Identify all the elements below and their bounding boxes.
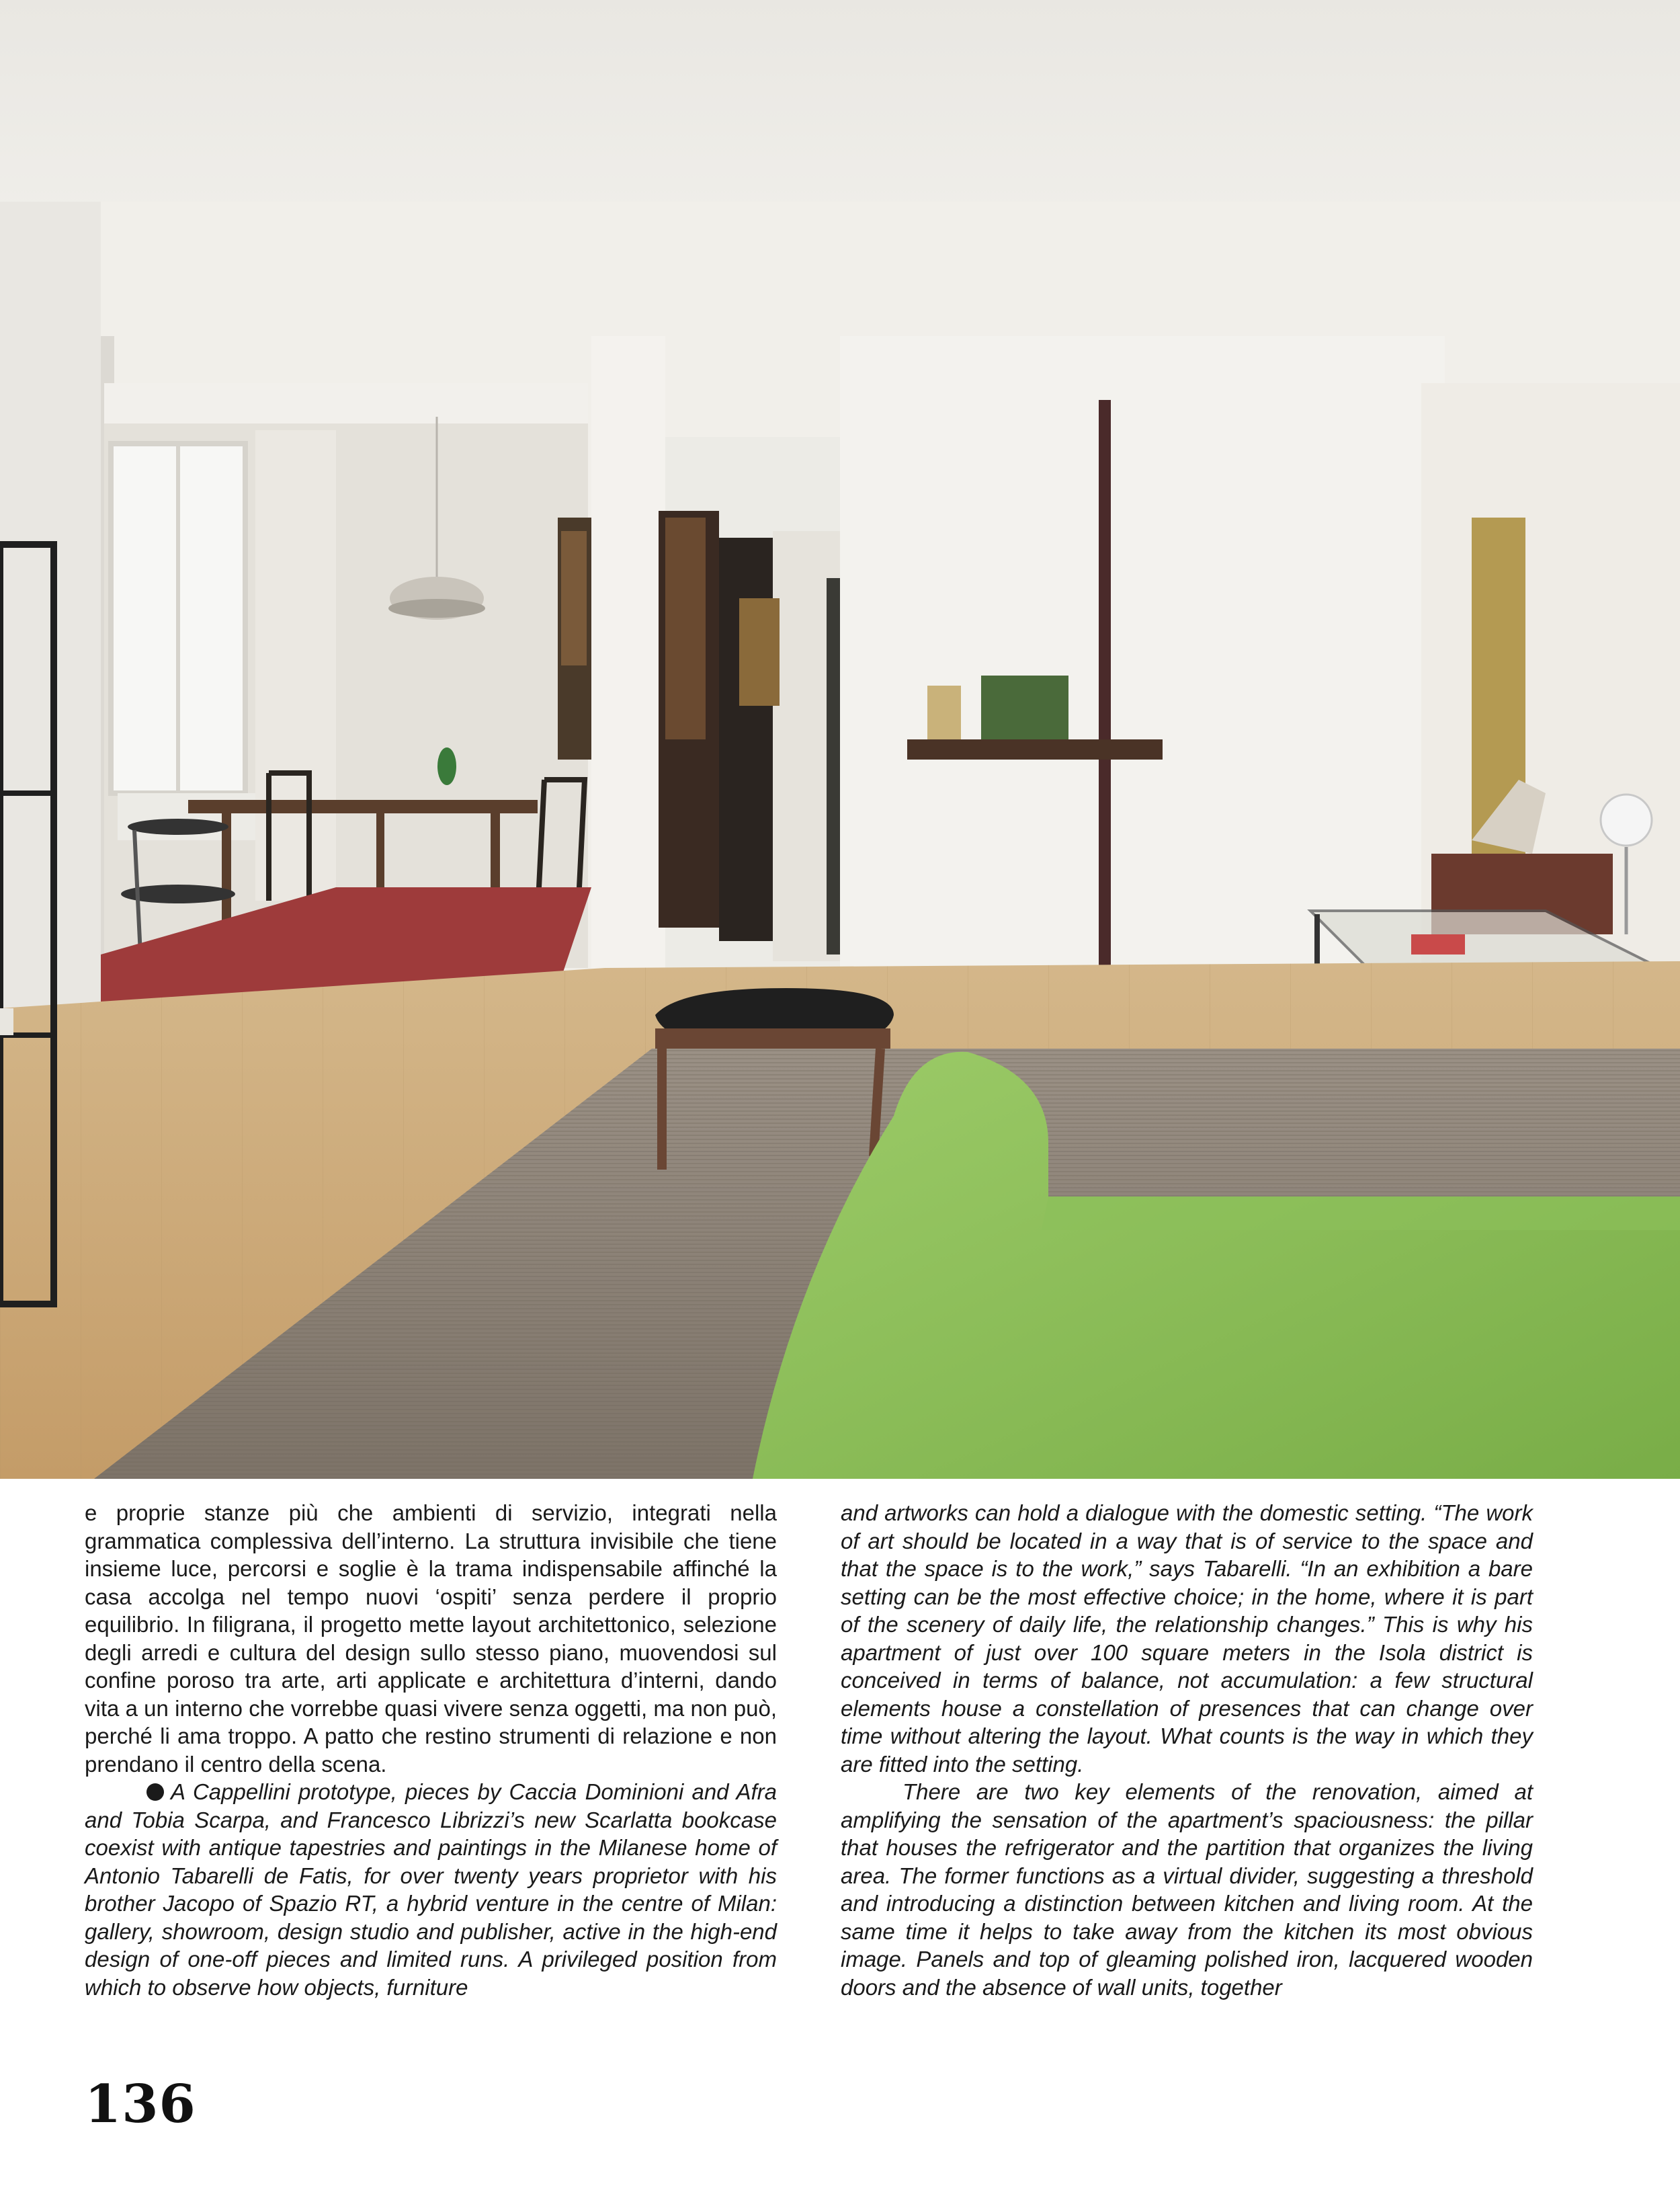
left-paragraph-english-text: A Cappellini prototype, pieces by Caccia Dominioni and Afra and Tobia Scarpa, and Francesco Librizzi’s new Scarlatta bookcase coexist with antique tapestries and paintings in the Milanese home of Antonio Tabarelli de Fatis, for over twenty years proprietor with his brother Jacopo of Spazio RT, a hybrid venture in the centre of Milan: gallery, showroom, design studio and publisher, active in the high-end design of one-off pieces and limited runs. A privileged position from which to observe how objects, furniture (85, 1779, 777, 2000)
article-right-column (841, 1499, 1533, 2001)
page-number: 136 (85, 2074, 196, 2135)
left-paragraph-english (85, 1778, 777, 2001)
right-paragraph-2: There are two key elements of the renovation, aimed at amplifying the sensation of the apartment’s spaciousness: the pillar that houses the refrigerator and the partition that organizes the living area. The former functions as a virtual divider, suggesting a threshold and introducing a distinction between kitchen and living room. At the same time it helps to take away from the kitchen its most obvious image. Panels and top of gleaming polished iron, lacquered wooden doors and the absence of wall units, together (841, 1779, 1533, 2000)
right-paragraph-1: and artworks can hold a dialogue with the domestic setting. “The work of art should be located in a way that is of service to the space and that the space is to the work,” says Tabarelli. “In an exhibition a bare setting can be the most effective choice; in the home, where it is part of the scenery of daily life, the relationship changes.” This is why his apartment of just over 100 square meters in the Isola district is conceived in terms of balance, not accumulation: a few structural elements house a constellation of presences that can change over time without altering the layout. What counts is the way in which they are fitted into the setting. (841, 1500, 1533, 1777)
bullet-icon (146, 1783, 164, 1801)
left-paragraph-italian: e proprie stanze più che ambienti di servizio, integrati nella grammatica complessiva dell’interno. La struttura invisibile che tiene insieme luce, percorsi e soglie è la trama indispensabile affinché la casa accolga nel tempo nuovi ‘ospiti’ senza perdere il proprio equilibrio. In filigrana, il progetto mette layout architettonico, selezione degli arredi e cultura del design sullo stesso piano, muovendosi sul confine poroso tra arte, arti applicate e architettura d’interni, dando vita a un interno che vorrebbe quasi vivere senza oggetti, ma non può, perché li ama troppo. A patto che restino strumenti di relazione e non prendano il centro della scena. (85, 1500, 777, 1777)
article-left-column (85, 1499, 777, 2001)
